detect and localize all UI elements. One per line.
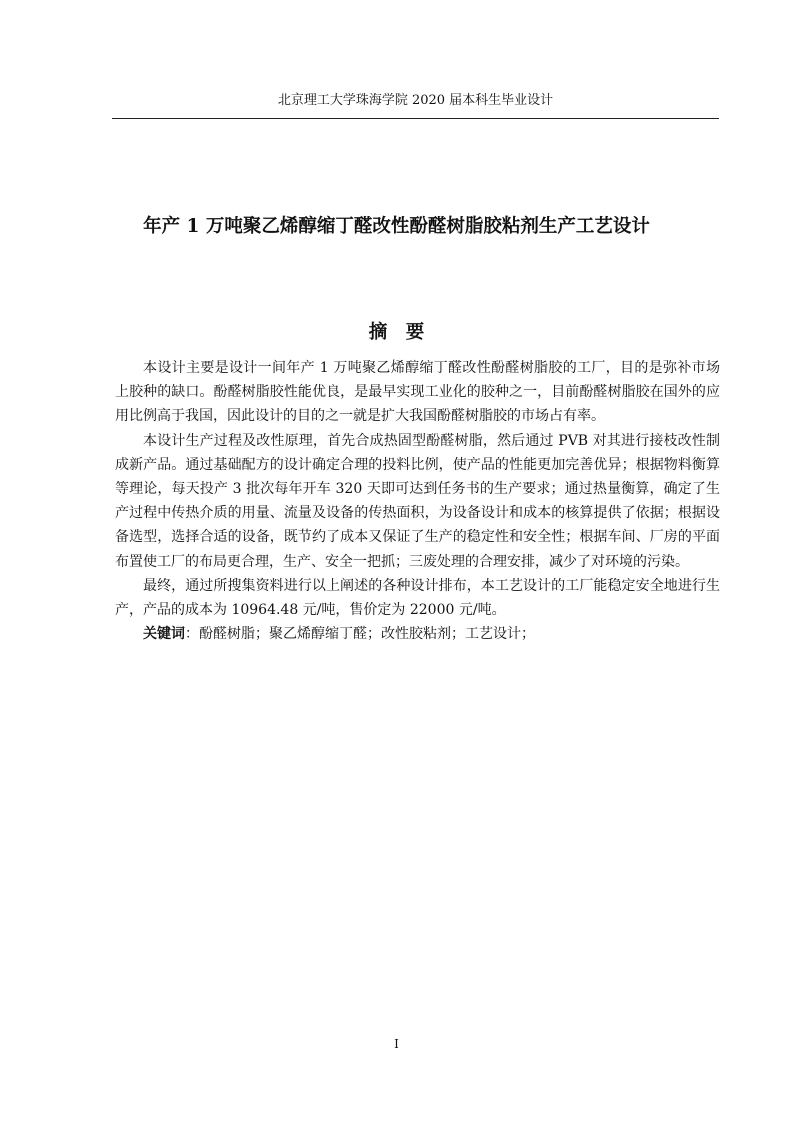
abstract-paragraph-3: 最终，通过所搜集资料进行以上阐述的各种设计排布，本工艺设计的工厂能稳定安全地进行生产，产品的成本为 10964.48 元/吨，售价定为 22000 元/吨。 xyxy=(115,577,720,619)
page-header xyxy=(112,92,719,119)
abstract-heading: 摘 要 xyxy=(368,322,425,343)
page-number: I xyxy=(394,1037,399,1051)
abstract-paragraph-2: 本设计生产过程及改性原理，首先合成热固型酚醛树脂，然后通过 PVB 对其进行接枝改性制成新产品。通过基础配方的设计确定合理的投料比例，使产品的性能更加完善优异；根据物料衡算等理论，每天投产 3 批次每年开车 320 天即可达到任务书的生产要求；通过热量衡算，确定了生产过程中传热介质的用量、流量及设备的传热面积，为设备设计和成本的核算提供了依据；根据设备选型，选择合适的设备，既节约了成本又保证了生产的稳定性和安全性；根据车间、厂房的平面布置使工厂的布局更合理，生产、安全一把抓；三废处理的合理安排，减少了对环境的污染。 xyxy=(115,432,720,570)
keywords-line xyxy=(115,622,720,646)
keywords-label: 关键词 xyxy=(143,626,185,643)
keywords-text: ：酚醛树脂；聚乙烯醇缩丁醛；改性胶粘剂；工艺设计； xyxy=(185,626,535,643)
header-text: 北京理工大学珠海学院 2020 届本科生毕业设计 xyxy=(277,93,554,108)
document-title: 年产 1 万吨聚乙烯醇缩丁醛改性酚醛树脂胶粘剂生产工艺设计 xyxy=(143,216,650,237)
abstract-body xyxy=(115,356,720,646)
abstract-paragraph-1: 本设计主要是设计一间年产 1 万吨聚乙烯醇缩丁醛改性酚醛树脂胶的工厂，目的是弥补市场上胶种的缺口。酚醛树脂胶性能优良，是最早实现工业化的胶种之一，目前酚醛树脂胶在国外的应用比例高于我国，因此设计的目的之一就是扩大我国酚醛树脂胶的市场占有率。 xyxy=(115,360,720,425)
